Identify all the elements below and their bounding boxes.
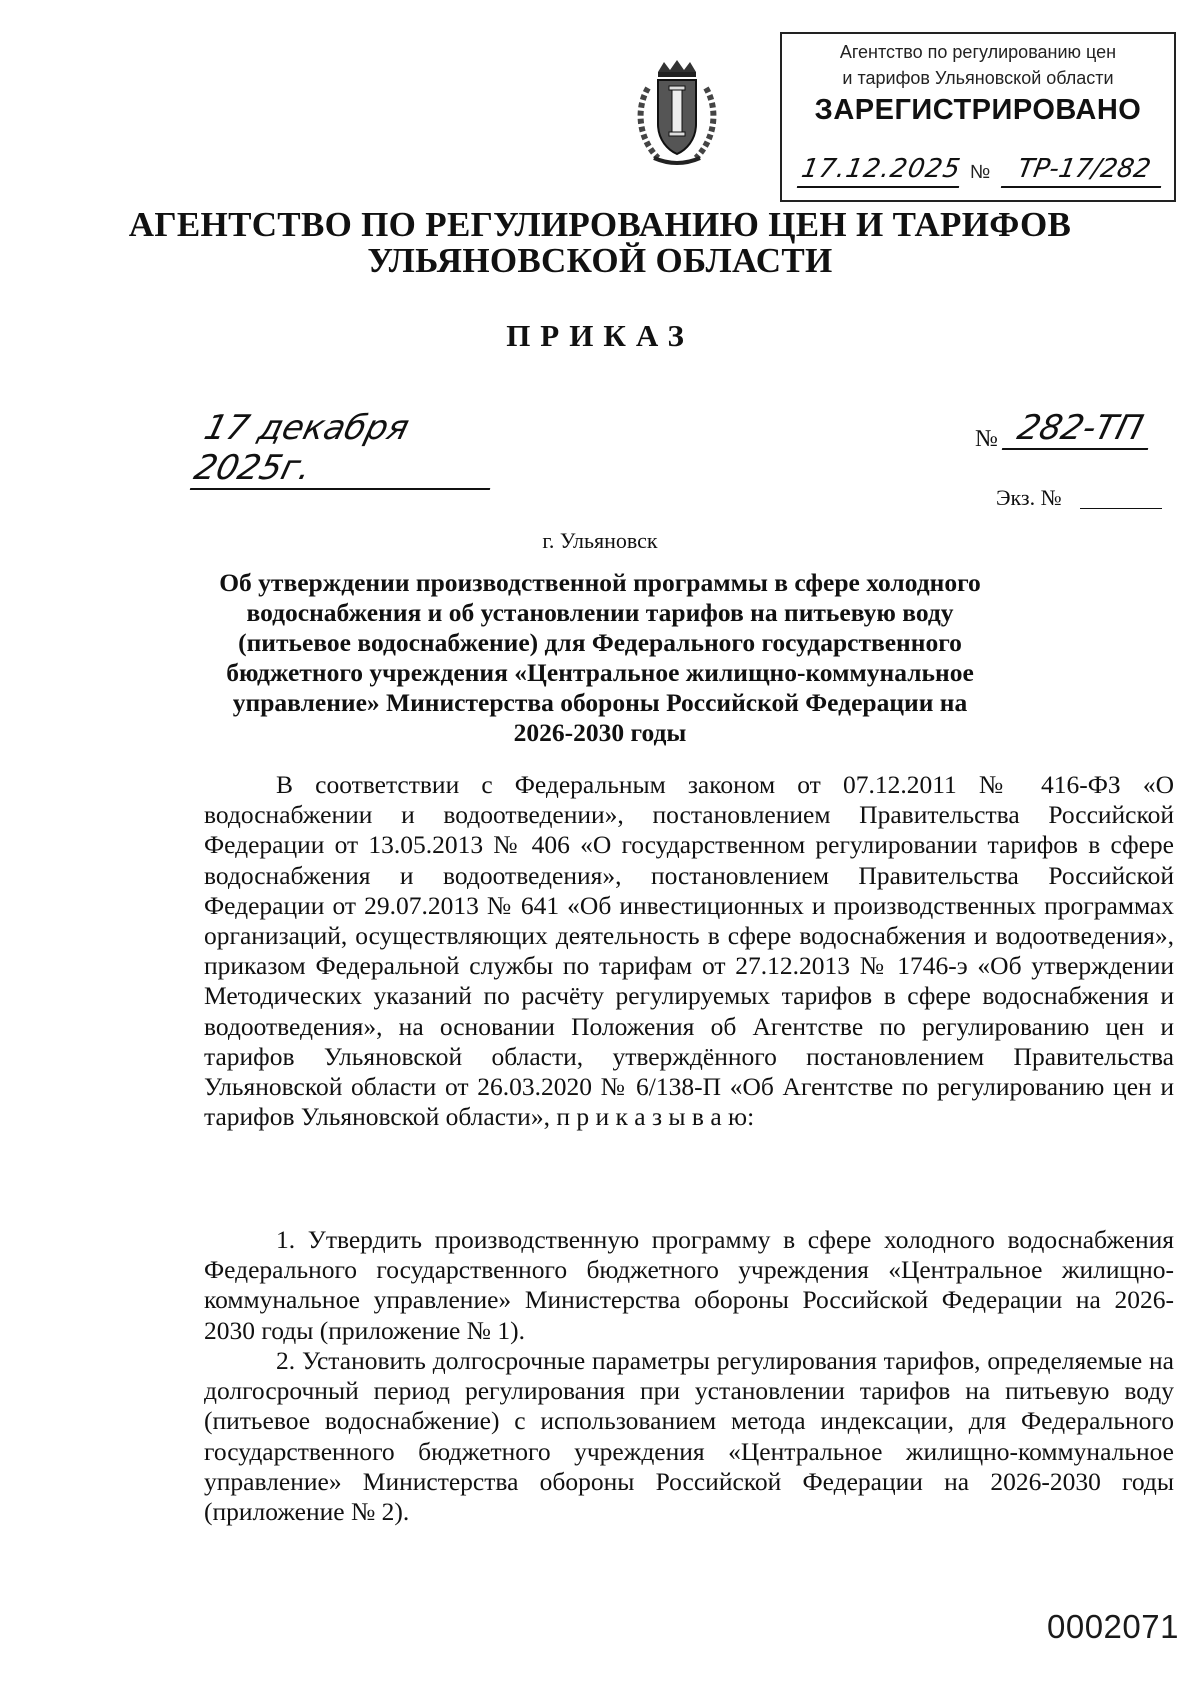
order-handwritten-date: 17 декабря 2025г.: [190, 408, 510, 490]
agency-title-line2: УЛЬЯНОВСКОЙ ОБЛАСТИ: [367, 241, 833, 280]
stamp-handwritten-date: 17.12.2025: [797, 152, 965, 188]
order-handwritten-number: 282-ТП: [1002, 408, 1158, 450]
copy-number-blank-line: [1080, 508, 1162, 509]
coat-of-arms-icon: [628, 58, 726, 170]
order-item-2: 2. Установить долгосрочные параметры регулирования тарифов, определяемые на долгосрочный период регулирования при установлении тарифов на питьевую воду (питьевое водоснабжение) с использованием метода индексации, для Федерального государственного бюджетного учреждения «Центральное жилищно-коммунальное управление» Министерства обороны Российской Федерации на 2026-2030 годы (приложение № 2).: [204, 1346, 1174, 1527]
preamble-paragraph: В соответствии с Федеральным законом от 07.12.2011 № 416-ФЗ «О водоснабжении и водоотведении», постановлением Правительства Российской Федерации от 13.05.2013 № 406 «О государственном регулировании тарифов в сфере водоснабжения и водоотведения», постановлением Правительства Российской Федерации от 29.07.2013 № 641 «Об инвестиционных и производственных программах организаций, осуществляющих деятельность в сфере водоснабжения и водоотведения», приказом Федеральной службы по тарифам от 27.12.2013 № 1746-э «Об утверждении Методических указаний по расчёту регулируемых тарифов в сфере водоснабжения и водоотведения», на основании Положения об Агентстве по регулированию цен и тарифов Ульяновской области, утверждённого постановлением Правительства Ульяновской области от 26.03.2020 № 6/138-П «Об Агентстве по регулированию цен и тарифов Ульяновской области», п р и к а з ы в а ю:: [204, 770, 1174, 1132]
document-serial-number: 0002071: [1047, 1608, 1179, 1645]
order-item-1: 1. Утвердить производственную программу в сфере холодного водоснабжения Федерального государственного бюджетного учреждения «Центральное жилищно-коммунальное управление» Министерства обороны Российской Федерации на 2026-2030 годы (приложение № 1).: [204, 1225, 1174, 1345]
order-number-label: №: [975, 426, 998, 452]
stamp-status: ЗАРЕГИСТРИРОВАНО: [814, 94, 1142, 126]
registration-stamp: [780, 32, 1176, 202]
stamp-agency-line1: Агентство по регулированию цен: [839, 42, 1117, 62]
stamp-handwritten-number: ТР-17/282: [1001, 152, 1167, 188]
coat-of-arms-emblem: [628, 58, 726, 170]
issue-city: г. Ульяновск: [542, 528, 658, 553]
copy-number-label: Экз. №: [996, 485, 1062, 510]
stamp-number-label: №: [970, 162, 991, 183]
order-subject-heading: Об утверждении производственной программы в сфере холодного водоснабжения и об установлении тарифов на питьевую воду (питьевое водоснабжение) для Федерального государственного бюджетного учреждения «Центральное жилищно-коммунальное управление» Министерства обороны Российской Федерации на 2026-2030 годы: [219, 568, 981, 747]
document-type-heading: ПРИКАЗ: [506, 318, 694, 353]
agency-title-line1: АГЕНТСТВО ПО РЕГУЛИРОВАНИЮ ЦЕН И ТАРИФОВ: [128, 205, 1072, 244]
stamp-agency-line2: и тарифов Ульяновской области: [842, 68, 1114, 88]
